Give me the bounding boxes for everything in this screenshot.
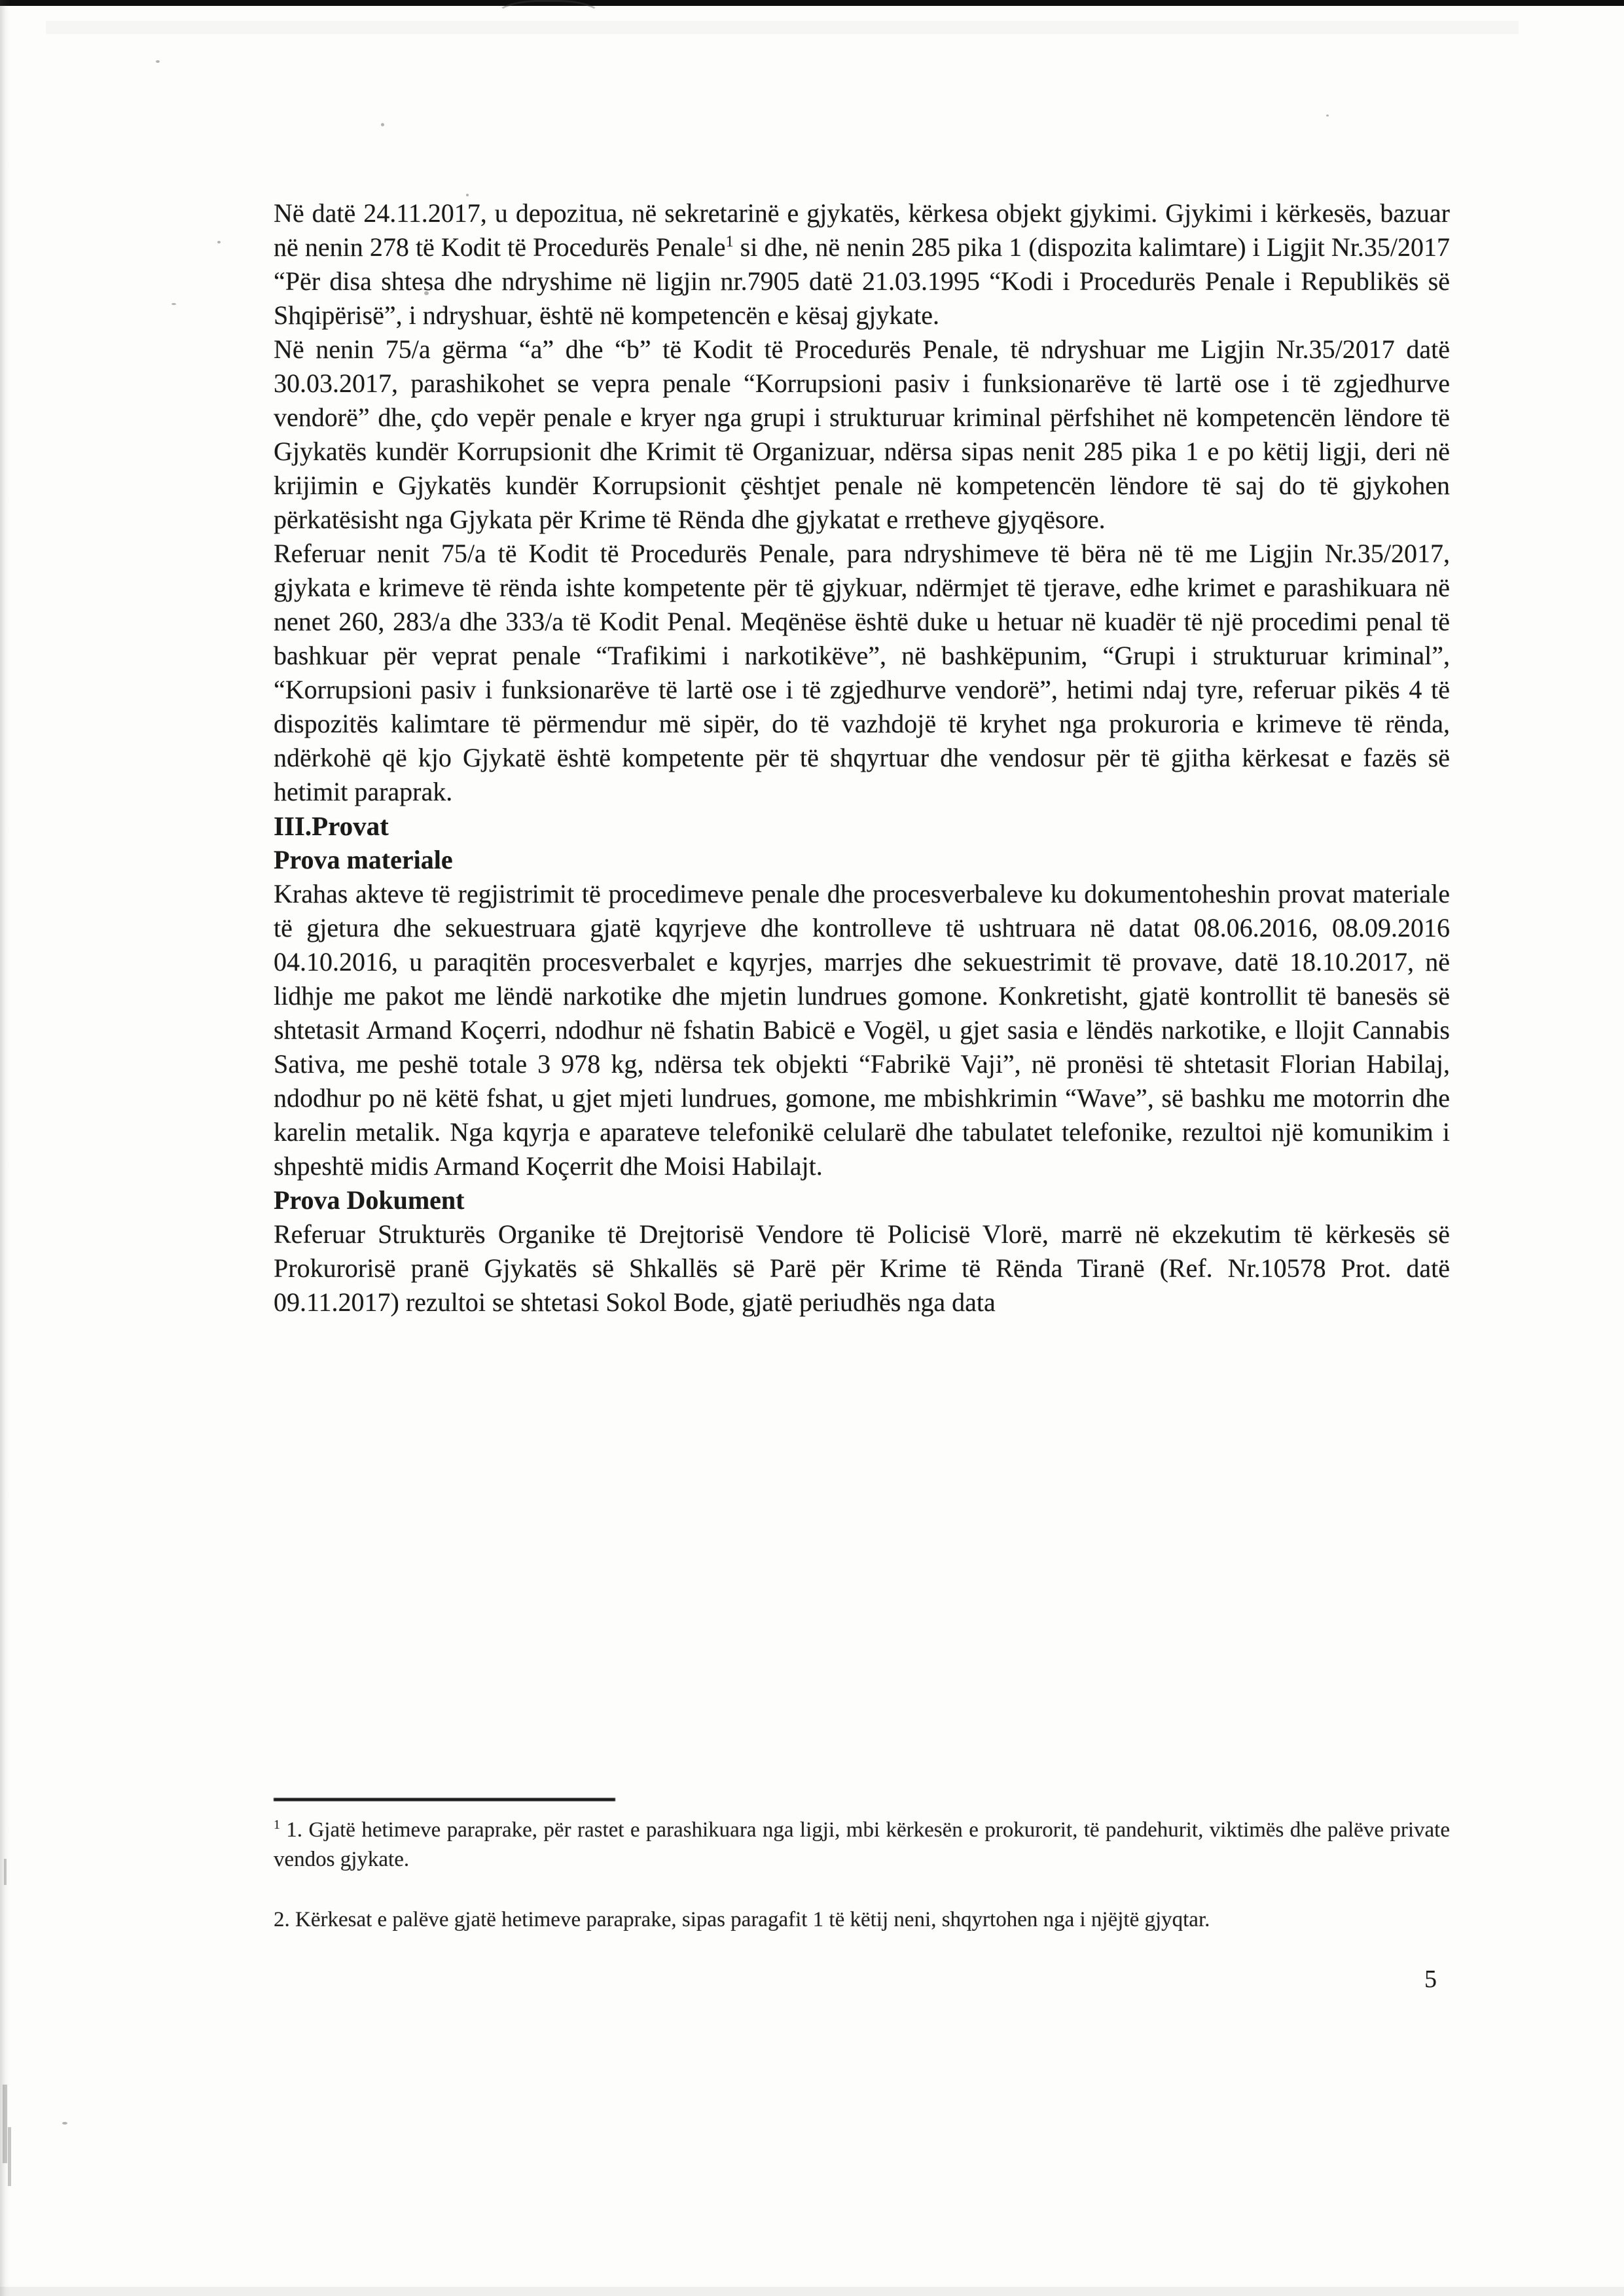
scan-streak-artifact xyxy=(8,2127,11,2186)
scan-speck xyxy=(156,60,160,63)
paragraph-text: si dhe, në nenin 285 pika 1 (dispozita kalimtare) i Ligjit Nr.35/2017 “Për disa shtesa dhe ndryshime në ligjin nr.7905 datë 21.03.1995 “Kodi i Procedurës Penale i Republikës së Shqipërisë”, i ndryshuar, është në kompetencën e kësaj gjykate. xyxy=(274,232,1451,330)
paragraph-material-evidence: Krahas akteve të regjistrimit të procedimeve penale dhe procesverbaleve ku dokumentoheshin provat materiale të gjetura dhe sekuestruara gjatë kqyrjeve dhe kontrolleve të ushtruara në datat 08.06.2016, 08.09.2016 04.10.2016, u paraqitën procesverbalet e kqyrjes, marrjes dhe sekuestrimit të provave, datë 18.10.2017, në lidhje me pakot me lëndë narkotike dhe mjetin lundrues gomone. Konkretisht, gjatë kontrollit të banesës së shtetasit Armand Koçerri, ndodhur në fshatin Babicë e Vogël, u gjet sasia e lëndës narkotike, e llojit Cannabis Sativa, me peshë totale 3 978 kg, ndërsa tek objekti “Fabrikë Vaji”, në pronësi të shtetasit Florian Habilaj, ndodhur po në këtë fshat, u gjet mjeti lundrues, gomone, me mbishkrimin “Wave”, së bashku me motorrin dhe karelin metalik. Nga kqyrja e aparateve telefonikë celularë dhe tabulatet telefonike, rezultoi një komunikim i shpeshtë midis Armand Koçerrit dhe Moisi Habilajt. xyxy=(274,879,1450,1181)
paragraph-article-75a: Në nenin 75/a gërma “a” dhe “b” të Kodit të Procedurës Penale, të ndryshuar me Ligjin Nr.35/2017 datë 30.03.2017, parashikohet se vepra penale “Korrupsioni pasiv i funksionarëve të lartë ose i të zgjedhurve vendorë” dhe, çdo vepër penale e kryer nga grupi i strukturuar kriminal përfshihet në kompetencën lëndore të Gjykatës kundër Korrupsionit dhe Krimit të Organizuar, ndërsa sipas nenit 285 pika 1 e po këtij ligji, deri në krijimin e Gjykatës kundër Korrupsionit çështjet penale në kompetencën lëndore të saj do të gjykohen përkatësisht nga Gjykata për Krime të Rënda dhe gjykatat e rretheve gjyqësore. xyxy=(274,334,1450,534)
footnote-1 xyxy=(274,1816,1450,1874)
footnotes-section xyxy=(274,1816,1450,1935)
document-content xyxy=(274,196,1450,1319)
scan-top-smudge-artifact xyxy=(46,21,1519,34)
subheading-prova-dokument: Prova Dokument xyxy=(274,1185,465,1215)
scan-curve-artifact xyxy=(494,0,603,34)
scan-speck xyxy=(217,241,221,243)
scan-speck xyxy=(1326,115,1329,117)
footnote-2: 2. Kërkesat e palëve gjatë hetimeve paraprake, sipas paragafit 1 të këtij neni, shqyrtohen nga i njëjtë gjyqtar. xyxy=(274,1908,1210,1931)
section-heading-provat: III.Provat xyxy=(274,811,389,841)
paragraph-document-evidence: Referuar Strukturës Organike të Drejtorisë Vendore të Policisë Vlorë, marrë në ekzekutim të kërkesës së Prokurorisë pranë Gjykatës së Shkallës së Parë për Krime të Rënda Tiranë (Ref. Nr.10578 Prot. datë 09.11.2017) rezultoi se shtetasi Sokol Bode, gjatë periudhës nga data xyxy=(274,1219,1450,1317)
footnote-1-text: 1. Gjatë hetimeve paraprake, për rastet e parashikuara nga ligji, mbi kërkesën e prokurorit, të pandehurit, viktimës dhe palëve private vendos gjykate. xyxy=(274,1818,1450,1871)
scan-left-edge-artifact xyxy=(0,0,10,2296)
scan-streak-artifact xyxy=(3,2085,7,2163)
scan-speck xyxy=(171,303,176,305)
footnote-1-marker: 1 xyxy=(274,1818,280,1832)
scan-speck xyxy=(62,2122,67,2125)
paragraph-court-competence xyxy=(274,196,1450,332)
footnote-separator-rule xyxy=(274,1798,615,1801)
scan-top-edge-artifact xyxy=(0,0,1624,6)
paragraph-referral-75a: Referuar nenit 75/a të Kodit të Procedurës Penale, para ndryshimeve të bëra në të me Ligjin Nr.35/2017, gjykata e krimeve të rënda ishte kompetente për të gjykuar, ndërmjet të tjerave, edhe krimet e parashikuara në nenet 260, 283/a dhe 333/a të Kodit Penal. Meqënëse është duke u hetuar në kuadër të një procedimi penal të bashkuar për veprat penale “Trafikimi i narkotikëve”, në bashkëpunim, “Grupi i strukturuar kriminal”, “Korrupsioni pasiv i funksionarëve të lartë ose i të zgjedhurve vendorë”, hetimi ndaj tyre, referuar pikës 4 të dispozitës kalimtare të përmendur më sipër, do të vazhdojë të kryhet nga prokuroria e krimeve të rënda, ndërkohë që kjo Gjykatë është kompetente për të shqyrtuar dhe vendosur për të gjitha kërkesat e fazës së hetimit paraprak. xyxy=(274,539,1450,806)
scan-speck xyxy=(381,123,384,126)
scan-streak-artifact xyxy=(4,1859,7,1885)
paragraph-text: Në datë 24.11.2017, u depozitua, në sekretarinë e gjykatës, kërkesa objekt gjykimi. Gjykimi i kërkesës, bazuar në nenin 278 të Kodit të Procedurës Penale xyxy=(274,198,1450,262)
footnote-reference-marker: 1 xyxy=(725,233,734,251)
subheading-prova-materiale: Prova materiale xyxy=(274,845,453,874)
scan-bottom-edge-artifact xyxy=(0,2287,1624,2296)
page-number: 5 xyxy=(1424,1965,1437,1993)
